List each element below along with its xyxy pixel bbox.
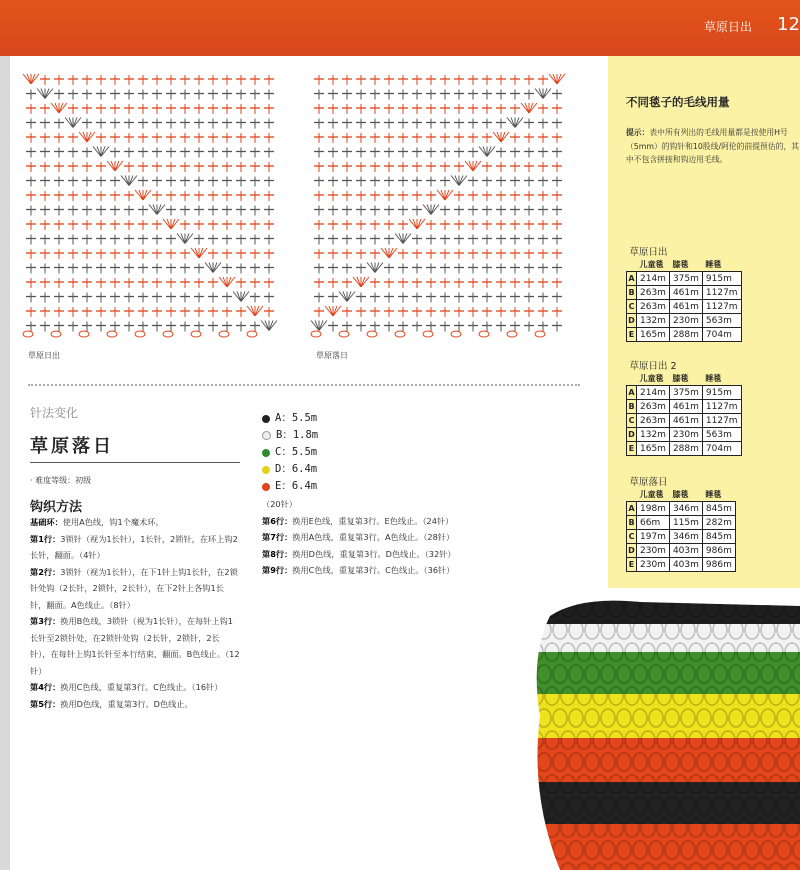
table-row: B 263m 461m 1127m xyxy=(627,400,742,414)
table-row: D 132m 230m 563m xyxy=(627,314,742,328)
color-swatch-e xyxy=(262,483,270,491)
instruction-row: 第7行：换用A色线，重复第3行。A色线止。（28针） xyxy=(262,532,455,542)
table-row: E 230m 403m 986m xyxy=(627,558,736,572)
instruction-row: 基础环：使用A色线，钩1个魔术环。 xyxy=(30,517,164,527)
blanket-swatch-photo xyxy=(520,596,800,870)
instruction-row: 第5行：换用D色线，重复第3行。D色线止。 xyxy=(30,698,193,709)
col-header: 膝毯 xyxy=(669,488,702,502)
section-divider xyxy=(28,384,580,386)
diagram-sunrise xyxy=(18,66,292,342)
yarn-table-sunrise-2 xyxy=(626,358,742,456)
table-row: A 214m 375m 915m xyxy=(627,386,742,400)
instruction-row: （20针） xyxy=(262,499,297,509)
color-list xyxy=(262,410,318,495)
yarn-table-sunset xyxy=(626,474,736,572)
col-header: 膝毯 xyxy=(669,372,702,386)
instruction-row: 第9行：换用C色线，重复第3行。C色线止。（36针） xyxy=(262,565,455,575)
color-item: E ： 6.4m xyxy=(262,478,318,495)
instruction-row: 第3行：换用B色线，3锁针（视为1长针），在每针上钩1长针至2锁针处，在2锁针处钩（2长针，2锁针，2长针），在每针上钩1长针至本行结束，翻面。B色线止。（12针） xyxy=(30,616,240,676)
running-title: 草原日出 xyxy=(703,20,752,34)
table-row: C 197m 346m 845m xyxy=(627,530,736,544)
diagram-sunrise-label: 草原日出 xyxy=(28,351,60,360)
table-row: A 214m 375m 915m xyxy=(627,272,742,286)
col-header: 睡毯 xyxy=(702,372,741,386)
table-row: D 132m 230m 563m xyxy=(627,428,742,442)
instruction-row: 第1行：3锁针（视为1长针），1长针，2锁针，在环上钩2长针，翻面。（4针） xyxy=(30,533,238,560)
color-swatch-b xyxy=(262,431,271,440)
instructions-right xyxy=(262,496,482,579)
col-header: 儿童毯 xyxy=(637,258,670,272)
table-row: D 230m 403m 986m xyxy=(627,544,736,558)
table-row: C 263m 461m 1127m xyxy=(627,300,742,314)
method-title: 钩织方法 xyxy=(30,500,83,515)
table-row: E 165m 288m 704m xyxy=(627,442,742,456)
section-title: 草原落日 xyxy=(30,436,114,457)
title-rule xyxy=(30,462,240,463)
header-band xyxy=(0,0,800,56)
instruction-row: 第4行：换用C色线，重复第3行。C色线止。（16针） xyxy=(30,682,223,692)
difficulty-level: · 难度等级：初级 xyxy=(30,476,92,485)
table-row: A 198m 346m 845m xyxy=(627,502,736,516)
instruction-row: 第8行：换用D色线，重复第3行。D色线止。（32针） xyxy=(262,548,456,559)
yarn-table-sunrise xyxy=(626,244,742,342)
col-header: 儿童毯 xyxy=(637,372,670,386)
col-header: 睡毯 xyxy=(702,258,741,272)
instructions-left xyxy=(30,514,240,712)
yarn-note: 提示：表中所有列出的毛线用量都是按使用H号（5mm）的钩针和10股线/阿伦的前提预估的，其中不包含拼接和钩边用毛线。 xyxy=(626,128,800,164)
section-subtitle: 针法变化 xyxy=(30,406,79,420)
diagram-sunset-label: 草原落日 xyxy=(316,351,348,360)
color-item: A ： 5.5m xyxy=(262,410,318,427)
table-caption: 草原落日 xyxy=(627,474,736,488)
table-row: B 66m 115m 282m xyxy=(627,516,736,530)
col-header: 膝毯 xyxy=(669,258,702,272)
color-item: B ： 1.8m xyxy=(262,427,318,444)
table-row: E 165m 288m 704m xyxy=(627,328,742,342)
book-gutter xyxy=(0,56,10,870)
col-header: 睡毯 xyxy=(702,488,735,502)
page-number: 12 xyxy=(777,14,800,35)
yarn-title: 不同毯子的毛线用量 xyxy=(626,95,730,109)
color-swatch-d xyxy=(262,466,270,474)
col-header: 儿童毯 xyxy=(637,488,670,502)
color-swatch-c xyxy=(262,449,270,457)
table-row: B 263m 461m 1127m xyxy=(627,286,742,300)
color-swatch-a xyxy=(262,415,270,423)
table-row: C 263m 461m 1127m xyxy=(627,414,742,428)
instruction-row: 第6行：换用E色线，重复第3行。E色线止。（24针） xyxy=(262,515,454,526)
table-caption: 草原日出 2 xyxy=(627,358,742,372)
color-item: D ： 6.4m xyxy=(262,461,318,478)
diagram-sunset xyxy=(306,66,580,342)
instruction-row: 第2行：3锁针（视为1长针），在下1针上钩1长针，在2锁针处钩（2长针，2锁针，2长针），在下2针上各钩1长针，翻面。A色线止。（8针） xyxy=(30,566,238,610)
table-caption: 草原日出 xyxy=(627,244,742,258)
color-item: C ： 5.5m xyxy=(262,444,318,461)
